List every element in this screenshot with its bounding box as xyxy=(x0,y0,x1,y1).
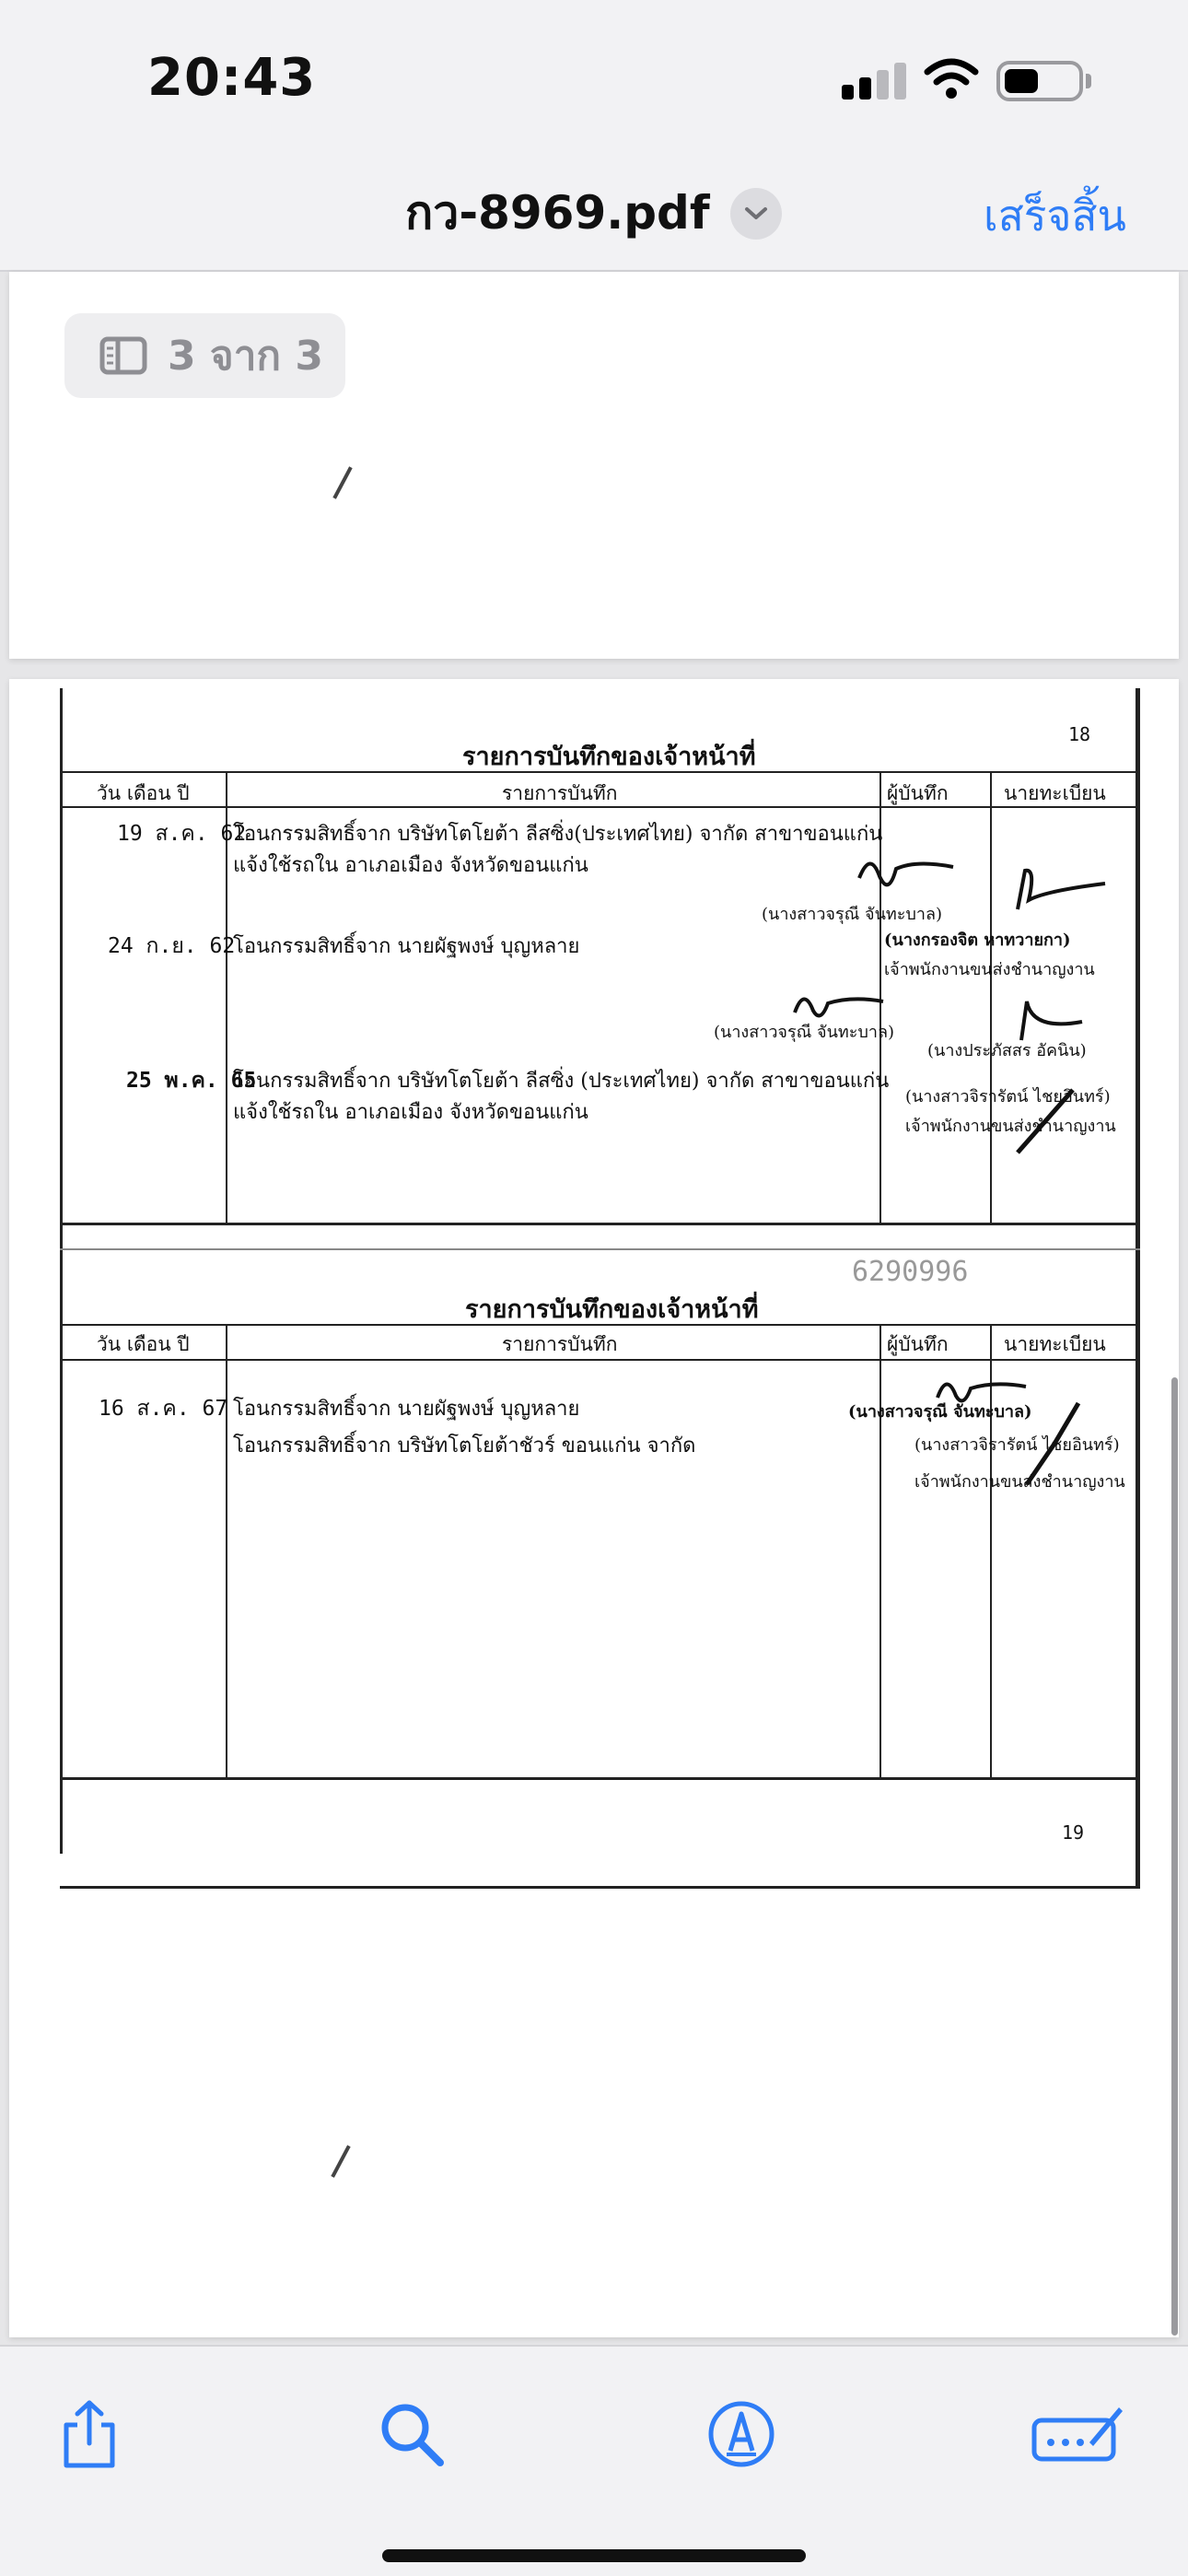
column-header: ผู้บันทึก xyxy=(887,782,949,804)
pdf-viewer[interactable] xyxy=(0,272,1188,2345)
battery-cap xyxy=(1086,74,1091,88)
column-header: วัน เดือน ปี xyxy=(97,782,190,804)
search-icon xyxy=(378,2400,446,2468)
column-header: รายการบันทึก xyxy=(502,782,618,804)
edit-icon xyxy=(1031,2402,1126,2466)
registrar-name: (นางสาวจิรารัตน์ ไชยอินทร์) xyxy=(914,1435,1120,1455)
column-header: นายทะเบียน xyxy=(1004,1333,1106,1355)
recorder-name: (นางสาวจรุณี จันทะบาล) xyxy=(714,1023,895,1042)
scanned-document xyxy=(60,679,1142,1904)
page-indicator[interactable] xyxy=(64,313,345,398)
status-bar xyxy=(0,0,1188,157)
entry-line: แจ้งใช้รถใน อาเภอเมือง จังหวัดขอนแก่น xyxy=(233,1101,588,1124)
page-number-top: 18 xyxy=(1068,723,1091,745)
previous-page xyxy=(9,272,1179,659)
column-header: วัน เดือน ปี xyxy=(97,1333,190,1355)
registrar-name: (นางสาวจิรารัตน์ ไชยอินทร์) xyxy=(905,1087,1111,1107)
document-title: กว-8969.pdf xyxy=(405,186,710,240)
table-line xyxy=(60,1777,1140,1780)
entry-date: 19 ส.ค. 62 xyxy=(117,822,247,846)
faint-serial-number: 6290996 xyxy=(852,1256,969,1288)
markup-button[interactable] xyxy=(700,2393,783,2476)
status-time: 20:43 xyxy=(147,48,317,108)
chevron-down-icon[interactable] xyxy=(730,188,782,240)
done-button[interactable]: เสร็จสิ้น xyxy=(984,191,1126,240)
table-line xyxy=(60,1223,1140,1225)
registrar-name: (นางประภัสสร อัคนิน) xyxy=(927,1041,1087,1060)
entry-date: 24 ก.ย. 62 xyxy=(108,934,236,958)
edit-button[interactable] xyxy=(1028,2393,1129,2476)
column-header: นายทะเบียน xyxy=(1004,782,1106,804)
registrar-title: เจ้าพนักงานขนส่งชำนาญงาน xyxy=(884,960,1095,979)
divider-line xyxy=(60,1248,1140,1250)
registrar-title: เจ้าพนักงานขนส่งชำนาญงาน xyxy=(905,1117,1116,1136)
table-line xyxy=(60,771,1140,773)
registrar-title: เจ้าพนักงานขนส่งชำนาญงาน xyxy=(914,1472,1125,1492)
entry-line: โอนกรรมสิทธิ์จาก นายผัฐพงษ์ บุญหลาย xyxy=(233,935,580,958)
scrollbar[interactable] xyxy=(1171,1377,1178,2336)
entry-line: โอนกรรมสิทธิ์จาก บริษัทโตโยต้า ลีสซิ่ง (ประเทศไทย) จากัด สาขาขอนแก่น xyxy=(233,1070,890,1093)
signature-mark xyxy=(852,841,962,896)
table-line xyxy=(879,1324,881,1777)
wifi-icon xyxy=(924,55,979,101)
signature-mark xyxy=(1008,1084,1091,1158)
page-indicator-label: 3 จาก 3 xyxy=(168,333,323,380)
share-icon xyxy=(57,2397,122,2471)
table-line xyxy=(990,771,992,1223)
page-number-bottom: 19 xyxy=(1062,1821,1085,1844)
bottom-toolbar xyxy=(0,2345,1188,2576)
entry-line: โอนกรรมสิทธิ์จาก บริษัทโตโยต้าชัวร์ ขอนแก่น จากัด xyxy=(233,1434,696,1458)
signature-mark xyxy=(1018,1398,1091,1490)
entry-date: 16 ส.ค. 67 xyxy=(99,1397,228,1421)
cellular-signal-icon xyxy=(842,61,908,100)
entry-date: 25 พ.ค. 65 xyxy=(126,1069,257,1093)
current-page xyxy=(9,679,1179,2337)
markup-icon xyxy=(706,2399,776,2469)
home-indicator[interactable] xyxy=(382,2549,806,2562)
column-header: รายการบันทึก xyxy=(502,1333,618,1355)
sidebar-icon xyxy=(99,336,147,375)
section-title: รายการบันทึกของเจ้าหน้าที่ xyxy=(462,743,756,771)
signature-mark xyxy=(1008,863,1110,928)
border-line xyxy=(60,688,63,1854)
signature-mark xyxy=(787,981,889,1027)
section-title: รายการบันทึกของเจ้าหน้าที่ xyxy=(465,1295,759,1324)
column-header: ผู้บันทึก xyxy=(887,1333,949,1355)
search-button[interactable] xyxy=(370,2393,453,2476)
document-title-menu[interactable] xyxy=(405,177,782,250)
border-line xyxy=(60,1886,1140,1889)
scan-mark xyxy=(332,466,352,498)
battery-icon xyxy=(996,61,1083,101)
recorder-name: (นางสาวจรุณี จันทะบาล) xyxy=(848,1402,1032,1422)
border-line xyxy=(1136,688,1140,1886)
recorder-name: (นางสาวจรุณี จันทะบาล) xyxy=(762,905,943,924)
table-line xyxy=(60,1324,1140,1326)
registrar-name: (นางกรองจิต หาทวายกา) xyxy=(884,931,1071,950)
signature-mark xyxy=(1008,994,1091,1049)
entry-line: แจ้งใช้รถใน อาเภอเมือง จังหวัดขอนแก่น xyxy=(233,854,588,877)
scan-mark xyxy=(331,2145,350,2177)
entry-line: โอนกรรมสิทธิ์จาก นายผัฐพงษ์ บุญหลาย xyxy=(233,1398,580,1421)
share-button[interactable] xyxy=(48,2393,131,2476)
signature-mark xyxy=(930,1366,1031,1412)
navigation-bar xyxy=(0,157,1188,272)
entry-line: โอนกรรมสิทธิ์จาก บริษัทโตโยต้า ลีสซิ่ง(ประเทศไทย) จากัด สาขาขอนแก่น xyxy=(233,823,883,846)
